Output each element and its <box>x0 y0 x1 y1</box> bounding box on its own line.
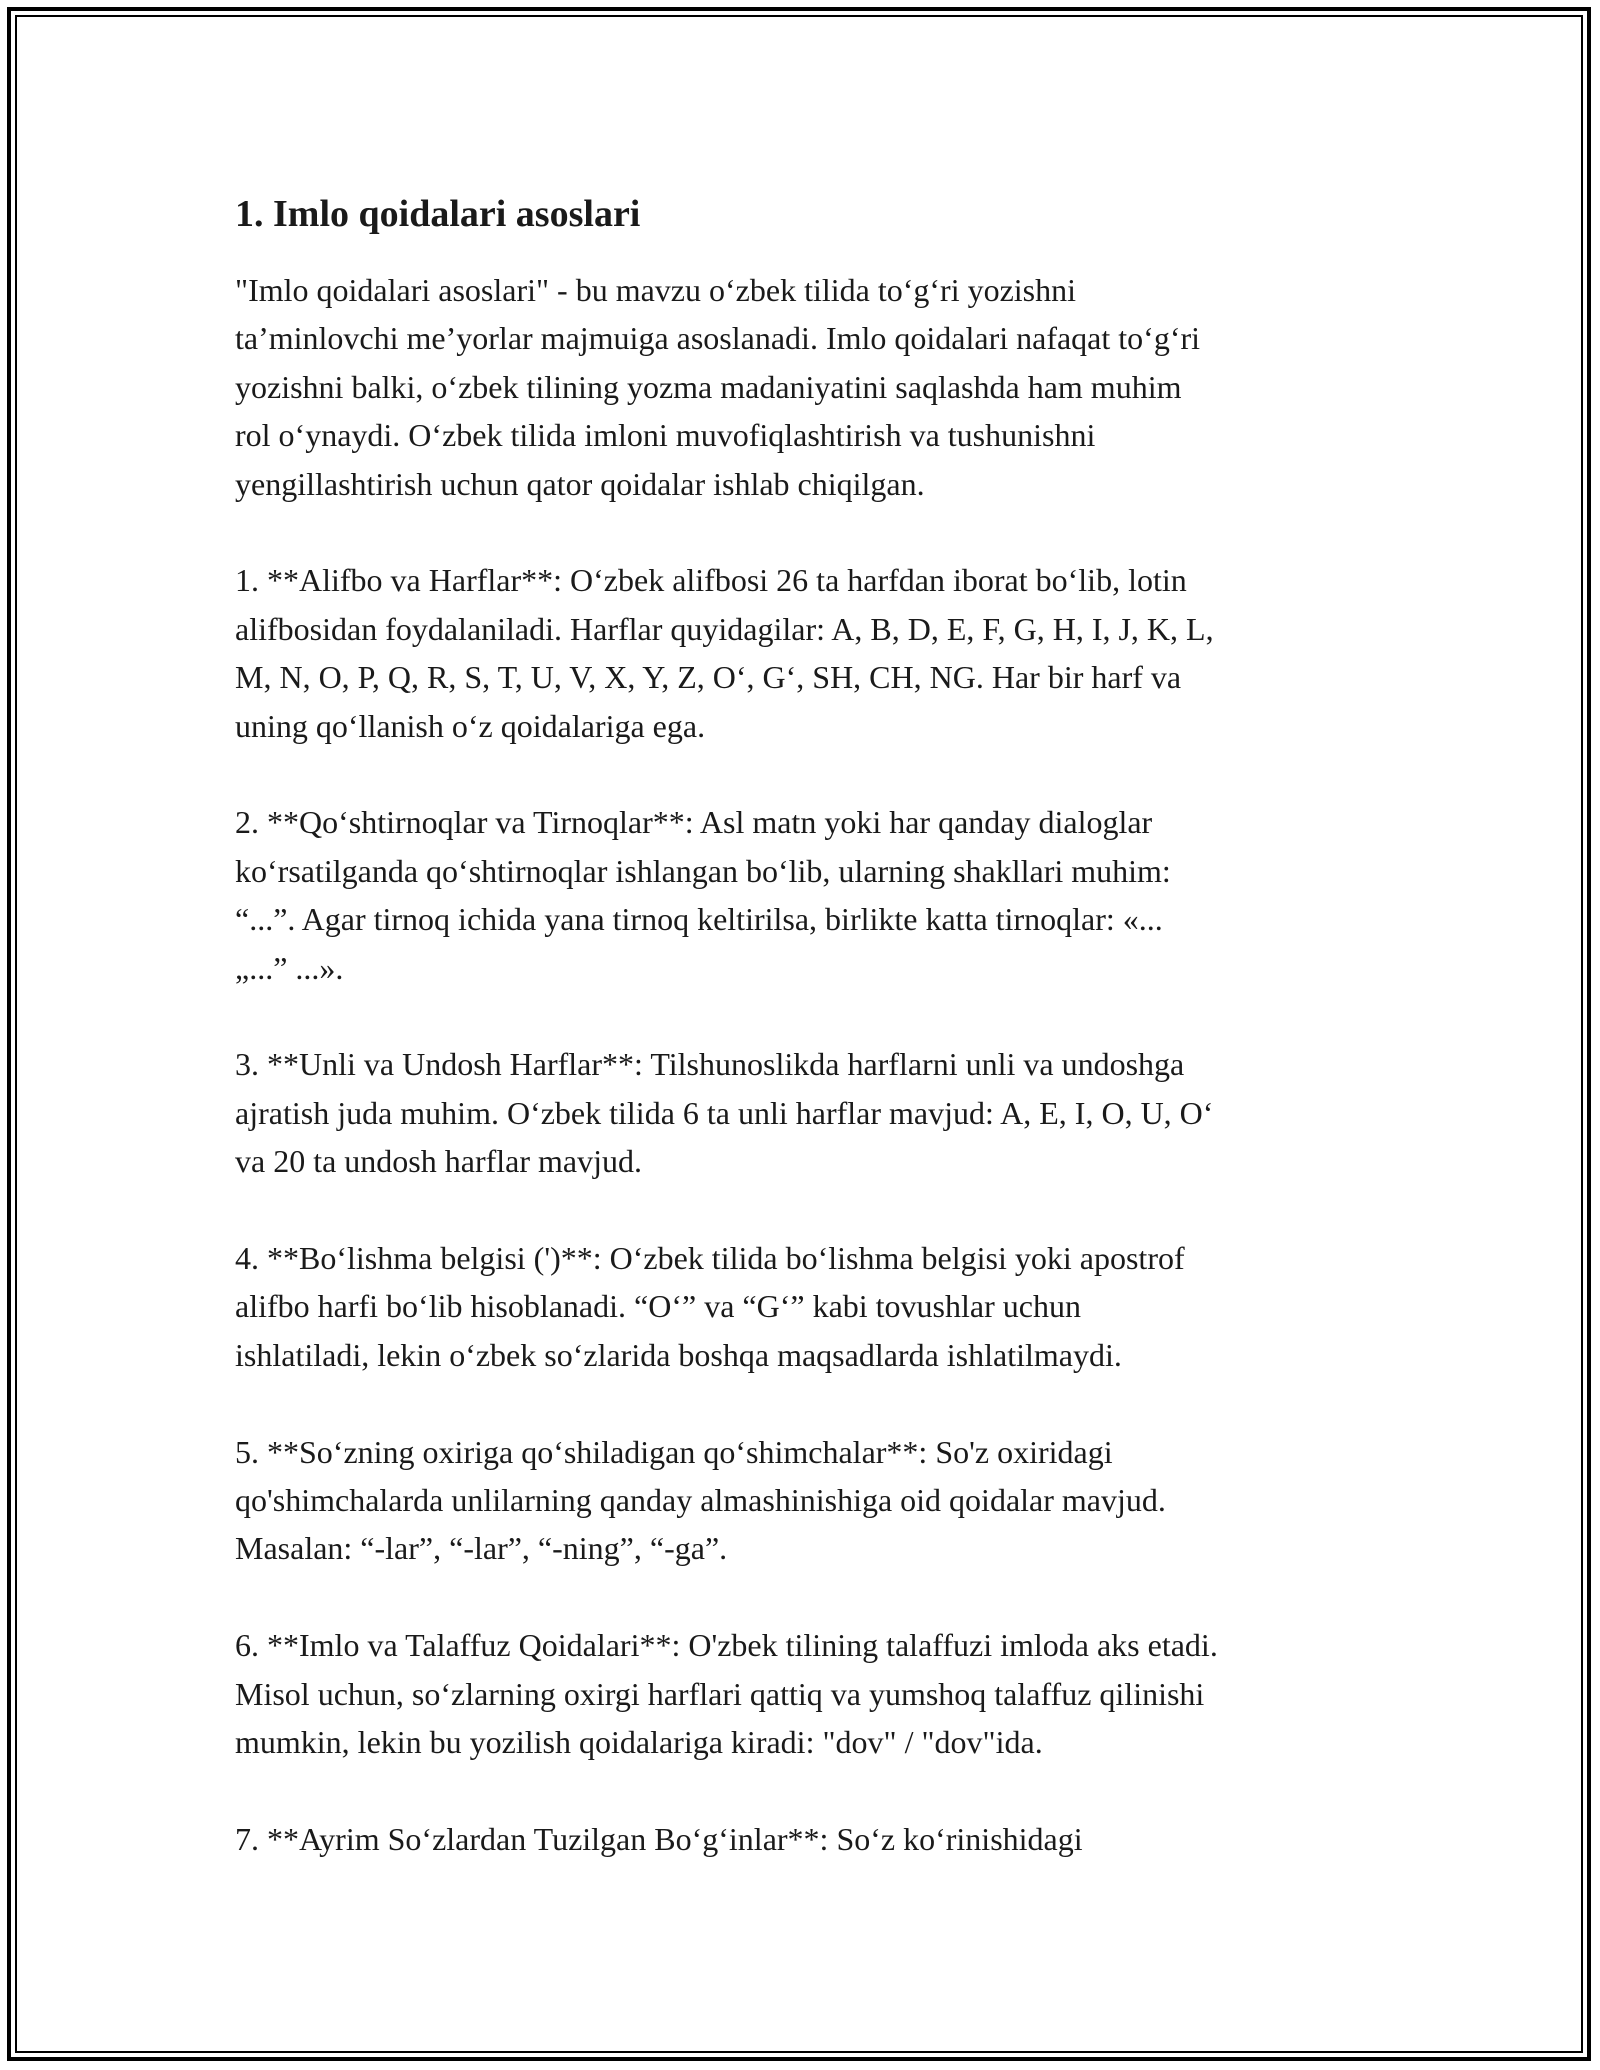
rule-4-paragraph: 4. **Boʻlishma belgisi (')**: Oʻzbek tilida boʻlishma belgisi yoki apostrof alifbo harfi boʻlib hisoblanadi. “Oʻ” va “Gʻ” kabi tovushlar uchun ishlatiladi, lekin oʻzbek soʻzlarida boshqa maqsadlarda ishlatilmaydi. <box>235 1240 1185 1373</box>
document-body <box>235 188 1375 1863</box>
intro-paragraph: "Imlo qoidalari asoslari" - bu mavzu oʻzbek tilida toʻgʻri yozishni taʼminlovchi meʼyorlar majmuiga asoslanadi. Imlo qoidalari nafaqat toʻgʻri yozishni balki, oʻzbek tilining yozma madaniyatini saqlashda ham muhim rol oʻynaydi. Oʻzbek tilida imloni muvofiqlashtirish va tushunishni yengillashtirish uchun qator qoidalar ishlab chiqilgan. <box>235 272 1201 502</box>
rule-3-paragraph: 3. **Unli va Undosh Harflar**: Tilshunoslikda harflarni unli va undoshga ajratish juda muhim. Oʻzbek tilida 6 ta unli harflar mavjud: A, E, I, O, U, Oʻ va 20 ta undosh harflar mavjud. <box>235 1046 1214 1180</box>
rule-5-paragraph: 5. **Soʻzning oxiriga qoʻshiladigan qoʻshimchalar**: So'z oxiridagi qo'shimchalarda unlilarning qanday almashinishiga oid qoidalar mavjud. Masalan: “-lar”, “-lar”, “-ning”, “-ga”. <box>235 1433 1166 1567</box>
rule-7-paragraph: 7. **Ayrim Soʻzlardan Tuzilgan Boʻgʻinlar**: Soʻz koʻrinishidagi <box>235 1820 1083 1857</box>
rule-6-paragraph: 6. **Imlo va Talaffuz Qoidalari**: O'zbek tilining talaffuzi imloda aks etadi. Misol uchun, soʻzlarning oxirgi harflari qattiq va yumshoq talaffuz qilinishi mumkin, lekin bu yozilish qoidalariga kiradi: "dov" / "dov"ida. <box>235 1627 1218 1761</box>
rule-2-paragraph: 2. **Qoʻshtirnoqlar va Tirnoqlar**: Asl matn yoki har qanday dialoglar koʻrsatilganda qoʻshtirnoqlar ishlangan boʻlib, ularning shakllari muhim: “...”. Agar tirnoq ichida yana tirnoq keltirilsa, birlikte katta tirnoqlar: «... „...” ...». <box>235 804 1171 986</box>
rule-1-paragraph: 1. **Alifbo va Harflar**: Oʻzbek alifbosi 26 ta harfdan iborat boʻlib, lotin alifbosidan foydalaniladi. Harflar quyidagilar: A, B, D, E, F, G, H, I, J, K, L, M, N, O, P, Q, R, S, T, U, V, X, Y, Z, Oʻ, Gʻ, SH, CH, NG. Har bir harf va uning qoʻllanish oʻz qoidalariga ega. <box>235 562 1214 744</box>
document-title: 1. Imlo qoidalari asoslari <box>235 193 641 235</box>
